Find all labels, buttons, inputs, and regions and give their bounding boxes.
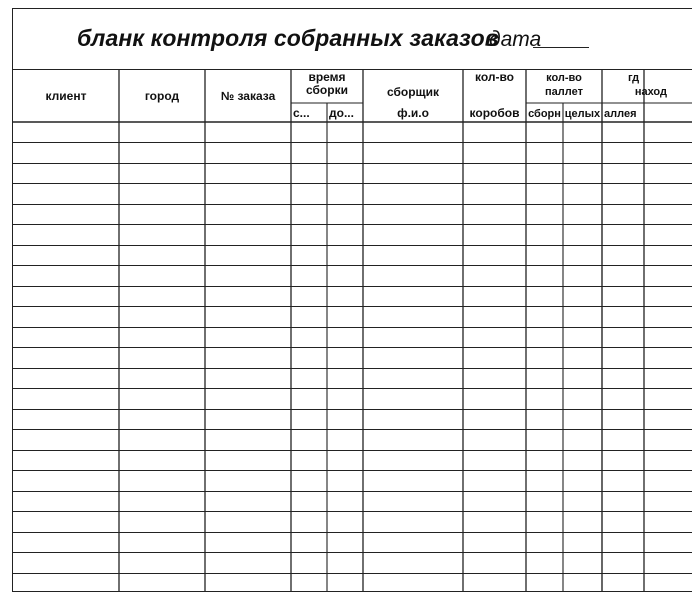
col-header-time-from: с... [293,106,310,120]
col-header-city: город [144,89,180,103]
col-header-pallets-whole: целых [564,108,601,120]
col-header-boxes-count: коробов [469,106,520,120]
col-header-picker: сборщик [386,85,440,99]
col-header-time-line1: время [308,70,346,84]
col-header-location-aisle: аллея [604,108,637,120]
col-header-order-number: № заказа [220,89,276,103]
col-header-location-line2: наход [634,86,667,98]
col-header-pallets-line2: паллет [545,86,583,98]
col-header-time-to: до... [329,106,354,120]
col-header-boxes: кол-во [474,70,515,84]
col-header-client: клиент [45,89,87,103]
col-header-pallets-line1: кол-во [546,72,582,84]
col-header-time-line2: сборки [306,83,348,97]
col-header-picker-name: ф.и.о [397,106,429,120]
date-label: дата [489,28,542,51]
form-title: бланк контроля собранных заказов [77,25,499,51]
col-header-pallets-assembled: сборн [528,108,561,120]
order-control-form [12,8,692,592]
col-header-location-line1: гд [628,72,640,84]
